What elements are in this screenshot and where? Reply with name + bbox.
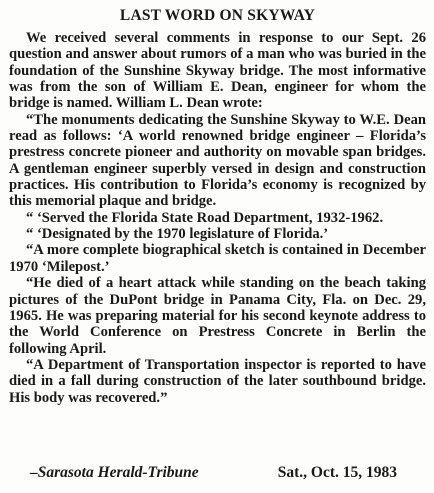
article-paragraph-designated: “ ‘Designated by the 1970 legislature of Florida.’: [26, 226, 329, 243]
publication-date: Sat., Oct. 15, 1983: [277, 464, 397, 481]
article-paragraph-intro: We received several comments in response to our Sept. 26 question and answer about rumors of a man who was buried in the foundation of the Sunshine Skyway bridge. The most informative was from the son of William E. Dean, engineer for whom the bridge is named. William L. Dean wrote:: [9, 30, 426, 112]
source-credit: –Sarasota Herald-Tribune: [30, 464, 199, 481]
article-paragraph-served: “ ‘Served the Florida State Road Department, 1932-1962.: [26, 209, 384, 226]
article-paragraph-inspector: “A Department of Transportation inspector is reported to have died in a fall during construction of the later southbound bridge. His body was recovered.”: [9, 356, 426, 406]
article-footer: [30, 464, 397, 482]
article-paragraph-monuments: “The monuments dedicating the Sunshine Skyway to W.E. Dean read as follows: ‘A world renowned bridge engineer – Florida’s prestress concrete pioneer and authority on movable span bridges. A gentleman engineer superbly versed in design and construction practices. His contribution to Florida’s economy is recognized by this memorial plaque and bridge.: [9, 111, 426, 210]
headline: LAST WORD ON SKYWAY: [119, 7, 316, 24]
article-paragraph-death: “He died of a heart attack while standing on the beach taking pictures of the DuPont bridge in Panama City, Fla. on Dec. 29, 1965. He was preparing material for his second keynote address to the World Conference on Prestress Concrete in Berlin the following April.: [9, 275, 426, 357]
article-body: [9, 30, 426, 406]
article-paragraph-milepost: “A more complete biographical sketch is contained in December 1970 ‘Milepost.’: [9, 242, 426, 275]
